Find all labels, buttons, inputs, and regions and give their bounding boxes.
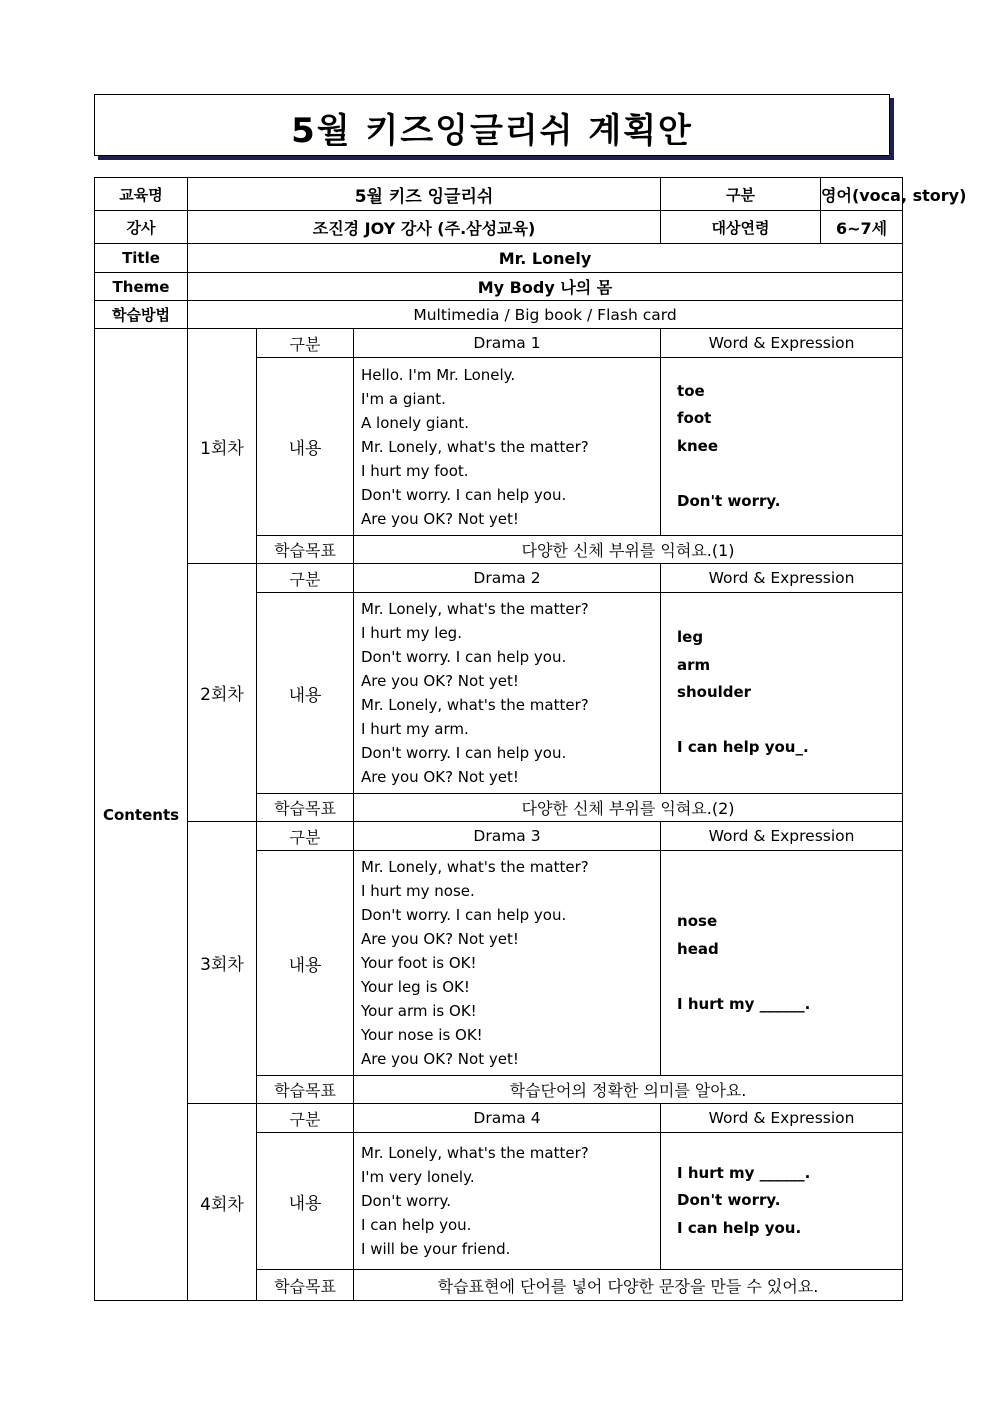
theme-label: Theme: [95, 273, 188, 301]
script-line: Mr. Lonely, what's the matter?: [361, 437, 589, 456]
word-gap: [677, 460, 902, 488]
script-line: Your arm is OK!: [361, 1002, 477, 1020]
script-line: A lonely giant.: [361, 413, 469, 432]
word-expression-header: Word & Expression: [661, 1104, 903, 1133]
word-expression-header: Word & Expression: [661, 564, 903, 593]
category-cell-label: 구분: [257, 1104, 354, 1133]
word-item: I can help you.: [677, 1218, 802, 1237]
script-line: Your foot is OK!: [361, 954, 477, 972]
course-value: 5월 키즈 잉글리쉬: [188, 178, 661, 211]
category-cell-label: 구분: [257, 564, 354, 593]
script-line: Don't worry. I can help you.: [361, 744, 567, 762]
instructor-label: 강사: [95, 211, 188, 244]
drama-title: Drama 2: [354, 564, 661, 593]
script-line: Are you OK? Not yet!: [361, 1050, 519, 1068]
drama-title: Drama 3: [354, 822, 661, 851]
category-label: 구분: [661, 178, 821, 211]
content-label: 내용: [257, 1133, 354, 1270]
word-list: [661, 851, 903, 1076]
word-item: toe: [677, 381, 705, 400]
script-line: Mr. Lonely, what's the matter?: [361, 600, 589, 618]
script-line: Are you OK? Not yet!: [361, 509, 519, 528]
word-item: knee: [677, 436, 719, 455]
plan-table: [94, 177, 967, 1301]
word-item: head: [677, 939, 719, 958]
script-line: I hurt my leg.: [361, 624, 462, 642]
script-line: Your nose is OK!: [361, 1026, 483, 1044]
learning-goal: 다양한 신체 부위를 익혀요.(1): [354, 536, 903, 564]
instructor-value: 조진경 JOY 강사 (주.삼성교육): [188, 211, 661, 244]
category-cell-label: 구분: [257, 822, 354, 851]
word-list: [661, 1133, 903, 1270]
word-item: leg: [677, 628, 704, 647]
script-line: Mr. Lonely, what's the matter?: [361, 696, 589, 714]
content-label: 내용: [257, 851, 354, 1076]
drama-script: [354, 1133, 661, 1270]
drama-script: [354, 358, 661, 536]
word-list: [661, 358, 903, 536]
drama-script: [354, 851, 661, 1076]
word-gap: [677, 707, 902, 735]
script-line: Your leg is OK!: [361, 978, 470, 996]
goal-label: 학습목표: [257, 536, 354, 564]
word-list: [661, 593, 903, 794]
session-name: 4회차: [188, 1104, 257, 1301]
word-gap: [677, 963, 902, 991]
script-line: I hurt my nose.: [361, 882, 475, 900]
content-label: 내용: [257, 358, 354, 536]
script-line: Are you OK? Not yet!: [361, 672, 519, 690]
age-group-value: 6~7세: [821, 211, 903, 244]
script-line: I hurt my foot.: [361, 461, 469, 480]
script-line: Don't worry. I can help you.: [361, 648, 567, 666]
word-item: shoulder: [677, 683, 752, 702]
word-expression-header: Word & Expression: [661, 329, 903, 358]
learning-goal: 학습표현에 단어를 넣어 다양한 문장을 만들 수 있어요.: [354, 1270, 903, 1301]
session-name: 1회차: [188, 329, 257, 564]
goal-label: 학습목표: [257, 1270, 354, 1301]
script-line: Don't worry. I can help you.: [361, 906, 567, 924]
content-label: 내용: [257, 593, 354, 794]
word-item: foot: [677, 409, 712, 428]
title-label: Title: [95, 244, 188, 273]
learning-goal: 학습단어의 정확한 의미를 알아요.: [354, 1076, 903, 1104]
word-item: I can help you_.: [677, 738, 809, 757]
goal-label: 학습목표: [257, 1076, 354, 1104]
script-line: Are you OK? Not yet!: [361, 930, 519, 948]
document-title-box: [94, 94, 890, 156]
word-item: I hurt my ______.: [677, 994, 811, 1013]
title-value: Mr. Lonely: [188, 244, 903, 273]
word-item: Don't worry.: [677, 491, 781, 510]
script-line: Are you OK? Not yet!: [361, 768, 519, 786]
course-label: 교육명: [95, 178, 188, 211]
script-line: Don't worry.: [361, 1192, 452, 1210]
document-title: 5월 키즈잉글리쉬 계획안: [291, 111, 693, 151]
script-line: I'm very lonely.: [361, 1168, 475, 1186]
method-value: Multimedia / Big book / Flash card: [188, 301, 903, 329]
script-line: I hurt my arm.: [361, 720, 469, 738]
script-line: Don't worry. I can help you.: [361, 485, 567, 504]
word-item: arm: [677, 655, 711, 674]
drama-title: Drama 4: [354, 1104, 661, 1133]
script-line: I'm a giant.: [361, 389, 446, 408]
script-line: Hello. I'm Mr. Lonely.: [361, 365, 516, 384]
session-name: 3회차: [188, 822, 257, 1104]
script-line: Mr. Lonely, what's the matter?: [361, 1144, 589, 1162]
age-group-label: 대상연령: [661, 211, 821, 244]
word-expression-header: Word & Expression: [661, 822, 903, 851]
contents-label: Contents: [95, 329, 188, 1301]
category-value: 영어(voca, story): [821, 178, 903, 211]
script-line: I will be your friend.: [361, 1240, 511, 1258]
category-cell-label: 구분: [257, 329, 354, 358]
goal-label: 학습목표: [257, 794, 354, 822]
script-line: Mr. Lonely, what's the matter?: [361, 858, 589, 876]
method-label: 학습방법: [95, 301, 188, 329]
word-item: nose: [677, 912, 718, 930]
word-item: Don't worry.: [677, 1191, 781, 1210]
theme-value: My Body 나의 몸: [188, 273, 903, 301]
drama-script: [354, 593, 661, 794]
session-name: 2회차: [188, 564, 257, 822]
drama-title: Drama 1: [354, 329, 661, 358]
script-line: I can help you.: [361, 1216, 472, 1234]
learning-goal: 다양한 신체 부위를 익혀요.(2): [354, 794, 903, 822]
word-item: I hurt my ______.: [677, 1163, 811, 1182]
